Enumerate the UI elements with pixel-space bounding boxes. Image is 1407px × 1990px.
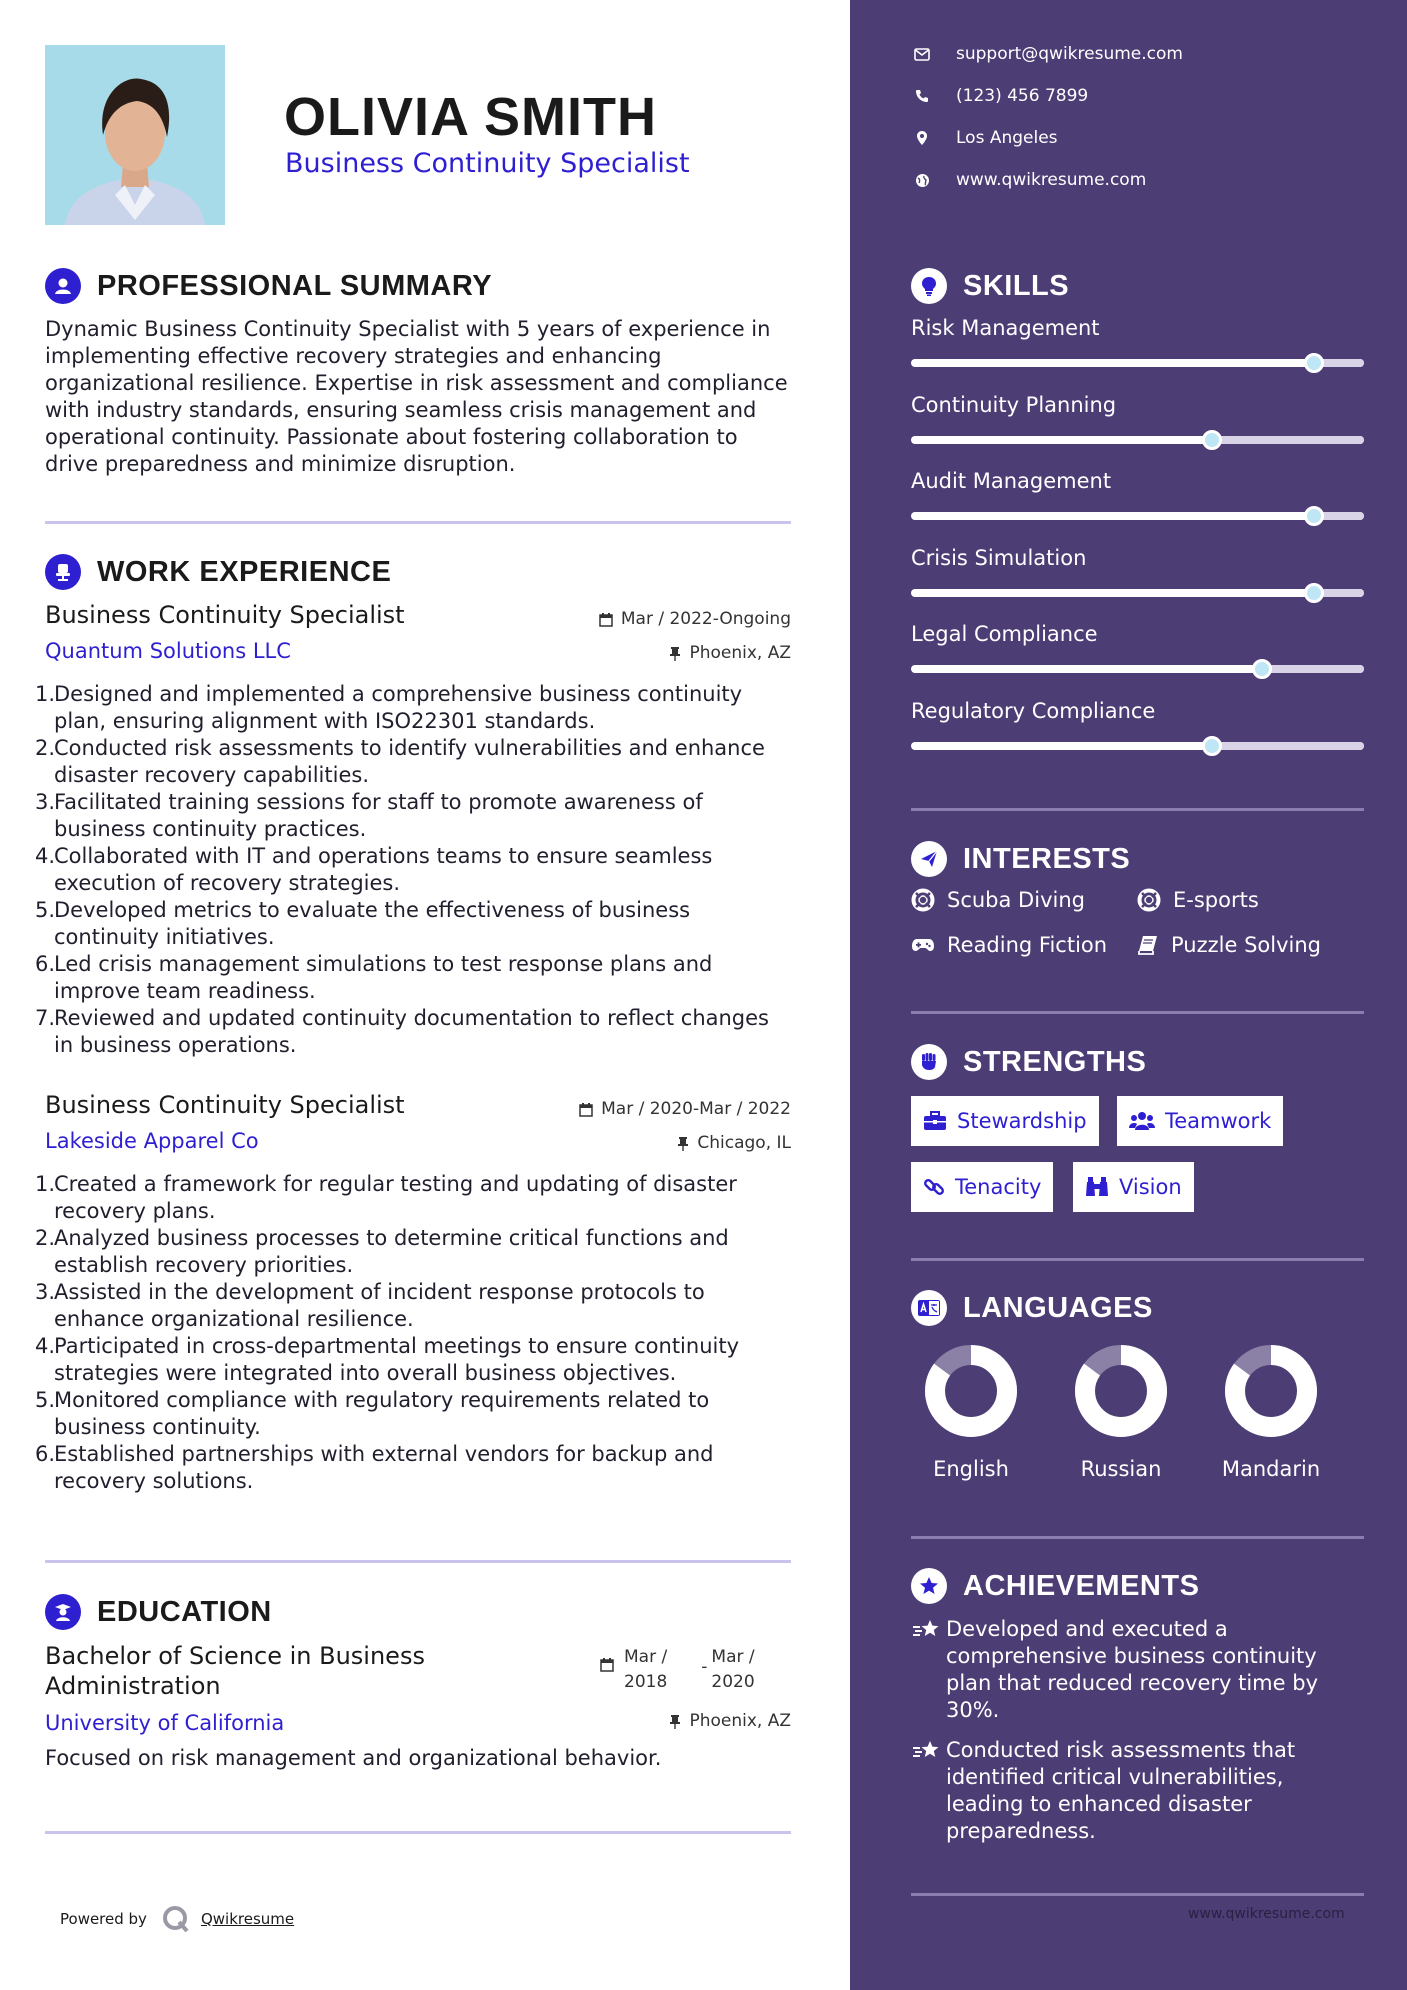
contact-location-text: Los Angeles [956,128,1058,148]
divider [911,1258,1364,1261]
skills-header [911,268,1069,304]
degree [45,1641,425,1701]
list-text: strategies were integrated into overall business objectives. [54,1361,677,1385]
contact-phone-text: (123) 456 7899 [956,86,1089,106]
list-item [35,897,815,951]
list-number: 3. [35,1280,56,1304]
contact-website[interactable] [911,170,1146,190]
strength-label: Tenacity [955,1175,1042,1199]
list-text: Monitored compliance with regulatory requirements related to [54,1388,710,1412]
languages-heading: LANGUAGES [963,1291,1153,1324]
list-item [35,1441,815,1495]
skill-level-knob [1304,353,1324,373]
summary-header [45,268,492,304]
contact-location [911,128,1058,148]
powered-by [60,1904,294,1934]
list-number: 1. [35,1172,56,1196]
skill-label: Risk Management [911,316,1100,340]
skill-bar-remainder [1262,665,1364,673]
strength-chip [911,1096,1099,1146]
profile-photo [45,45,225,225]
achievement-line: Conducted risk assessments that [946,1738,1296,1762]
skill-bar [911,512,1364,520]
interest-item [1137,888,1259,912]
achievement-line: leading to enhanced disaster [946,1792,1252,1816]
language-icon [911,1290,947,1326]
list-number: 5. [35,1388,56,1412]
strength-chip [1073,1162,1194,1212]
divider [911,808,1364,811]
pin-icon [677,1136,689,1151]
list-number: 5. [35,898,56,922]
job-title: Business Continuity Specialist [45,601,405,629]
language-item [1211,1343,1331,1481]
list-text: enhance organizational resilience. [54,1307,414,1331]
calendar-icon [579,1102,593,1117]
gamepad-icon [911,936,935,954]
user-icon [45,268,81,304]
lifebuoy-icon [911,888,935,912]
skill-label: Audit Management [911,469,1112,493]
list-text: plan, ensuring alignment with ISO22301 standards. [54,709,596,733]
powered-by-text: Powered by [60,1910,147,1928]
fist-icon [911,1044,947,1080]
lifebuoy-icon [1137,888,1161,912]
summary-line: organizational resilience. Expertise in risk assessment and compliance [45,371,788,395]
language-item [911,1343,1031,1481]
graduate-icon [45,1594,81,1630]
calendar-icon [600,1657,614,1672]
briefcase-icon [923,1111,947,1131]
language-item [1061,1343,1181,1481]
list-item [35,1387,815,1441]
job-dates [540,1099,791,1119]
strength-chip [1117,1096,1283,1146]
job-location-text: Chicago, IL [697,1133,791,1153]
list-number: 2. [35,1226,56,1250]
edu-end-month: Mar / [711,1647,755,1667]
summary-line: operational continuity. Passionate about fostering collaboration to [45,425,738,449]
phone-icon [911,89,933,103]
list-text: execution of recovery strategies. [54,871,401,895]
list-text: Created a framework for regular testing and updating of disaster [54,1172,737,1196]
skill-level-knob [1304,583,1324,603]
list-text: Analyzed business processes to determine critical functions and [54,1226,729,1250]
job-company: Quantum Solutions LLC [45,639,291,663]
list-text: recovery plans. [54,1199,216,1223]
job-dates-text: Mar / 2022-Ongoing [620,609,791,629]
experience-heading: WORK EXPERIENCE [97,555,392,588]
candidate-title: Business Continuity Specialist [285,148,690,179]
achievement-item [911,1737,1351,1845]
strength-label: Vision [1119,1175,1182,1199]
summary-line: with industry standards, ensuring seamless crisis management and [45,398,757,422]
achievement-line: preparedness. [946,1819,1096,1843]
list-item [35,1005,815,1059]
education-dates [600,1645,755,1695]
divider [45,1831,791,1834]
list-text: Developed metrics to evaluate the effectiveness of business [54,898,691,922]
list-item [35,681,815,735]
list-number: 1. [35,682,56,706]
binoculars-icon [1085,1176,1109,1198]
list-item [35,1333,815,1387]
language-ring [1223,1343,1319,1439]
list-item [35,1171,815,1225]
strength-label: Teamwork [1165,1109,1272,1133]
interests-header [911,841,1130,877]
candidate-name: OLIVIA SMITH [284,87,657,147]
skill-label: Continuity Planning [911,392,1117,417]
interest-label: Puzzle Solving [1171,933,1321,957]
skill-level-knob [1202,736,1222,756]
job-location-text: Phoenix, AZ [689,643,791,663]
divider [45,1560,791,1563]
list-item [35,1225,815,1279]
contact-email-text: support@qwikresume.com [956,44,1183,64]
list-text: recovery solutions. [54,1469,254,1493]
list-text: Reviewed and updated continuity documentation to reflect changes [54,1006,769,1030]
job-duties [35,681,815,1059]
list-text: business continuity practices. [54,817,367,841]
skill-bar [911,589,1364,597]
list-text: in business operations. [54,1033,297,1057]
achievement-line: identified critical vulnerabilities, [946,1765,1284,1789]
achievement-line: plan that reduced recovery time by [946,1671,1318,1695]
interest-item [1137,933,1321,957]
skill-label: Regulatory Compliance [911,698,1156,723]
achievements-header [911,1568,1199,1604]
strength-chip [911,1162,1053,1212]
link-icon [923,1176,945,1198]
list-number: 6. [35,952,56,976]
skill-level-knob [1304,506,1324,526]
list-number: 3. [35,790,56,814]
interest-item [911,933,1107,957]
list-text: Established partnerships with external vendors for backup and [54,1442,714,1466]
list-item [35,951,815,1005]
qwikresume-link[interactable]: Qwikresume [200,1910,295,1928]
interest-item [911,888,1085,912]
skill-bar [911,665,1364,673]
qwikresume-logo-icon [161,1904,191,1934]
shooting-star-icon [911,1737,946,1845]
summary-line: drive preparedness and minimize disruption. [45,452,516,476]
achievement-item [911,1616,1351,1724]
achievement-line: Developed and executed a [946,1617,1228,1641]
edu-start [624,1645,667,1695]
list-text: Facilitated training sessions for staff to promote awareness of [54,790,703,814]
summary-line: implementing effective recovery strategies and enhancing [45,344,662,368]
skills-heading: SKILLS [963,269,1070,302]
edu-end [711,1645,754,1695]
interests-heading: INTERESTS [963,842,1131,875]
paper-plane-icon [911,841,947,877]
contact-email[interactable] [911,44,1183,64]
list-text: Led crisis management simulations to test response plans and [54,952,713,976]
strengths-header [911,1044,1146,1080]
skill-label: Crisis Simulation [911,545,1087,570]
job-location [560,643,791,663]
list-number: 7. [35,1006,56,1030]
achievements-heading: ACHIEVEMENTS [963,1569,1200,1602]
education-location [560,1711,791,1731]
interest-label: E-sports [1173,888,1259,912]
book-icon [1137,935,1159,955]
education-heading: EDUCATION [97,1595,272,1628]
interest-label: Scuba Diving [947,888,1085,912]
language-label: English [933,1457,1009,1481]
language-ring [1073,1343,1169,1439]
achievement-line: comprehensive business continuity [946,1644,1317,1668]
chair-icon [45,554,81,590]
pin-icon [669,1714,681,1729]
interest-label: Reading Fiction [947,933,1108,957]
shooting-star-icon [911,1616,946,1724]
divider [45,521,791,524]
job-company: Lakeside Apparel Co [45,1129,259,1153]
list-text: Assisted in the development of incident response protocols to [54,1280,705,1304]
list-text: continuity initiatives. [54,925,275,949]
edu-start-month: Mar / [624,1647,668,1667]
list-number: 4. [35,1334,56,1358]
envelope-icon [911,48,933,61]
calendar-icon [599,612,613,627]
summary-line: Dynamic Business Continuity Specialist with 5 years of experience in [45,317,771,341]
strengths-heading: STRENGTHS [963,1045,1147,1078]
edu-dash: - [701,1657,708,1677]
job-title: Business Continuity Specialist [45,1091,405,1119]
star-badge-icon [911,1568,947,1604]
education-location-text: Phoenix, AZ [689,1711,791,1731]
skill-bar-remainder [1212,436,1364,444]
education-note: Focused on risk management and organizational behavior. [45,1746,662,1770]
school: University of California [45,1711,285,1735]
job-dates-text: Mar / 2020-Mar / 2022 [601,1099,791,1119]
list-text: improve team readiness. [54,979,316,1003]
job-dates [560,609,791,629]
strength-label: Stewardship [957,1109,1087,1133]
skill-bar [911,742,1364,750]
skill-level-knob [1202,430,1222,450]
list-text: business continuity. [54,1415,261,1439]
list-text: Designed and implemented a comprehensive business continuity [54,682,743,706]
pin-icon [669,646,681,661]
list-number: 4. [35,844,56,868]
list-text: Participated in cross-departmental meetings to ensure continuity [54,1334,740,1358]
edu-start-year: 2018 [624,1672,668,1692]
languages-header [911,1290,1153,1326]
experience-header [45,554,391,590]
divider [911,1893,1364,1896]
summary-heading: PROFESSIONAL SUMMARY [97,269,493,302]
skill-label: Legal Compliance [911,622,1098,646]
divider [911,1011,1364,1014]
list-number: 2. [35,736,56,760]
contact-phone[interactable] [911,86,1088,106]
lightbulb-icon [911,268,947,304]
language-ring [923,1343,1019,1439]
language-label: Russian [1080,1457,1162,1481]
skill-bar-remainder [1212,742,1364,750]
edu-end-year: 2020 [711,1672,755,1692]
list-item [35,735,815,789]
footer-url[interactable]: www.qwikresume.com [1188,1906,1345,1922]
contact-website-text: www.qwikresume.com [956,170,1147,190]
degree-line: Administration [45,1672,221,1700]
language-label: Mandarin [1221,1457,1321,1481]
list-text: Conducted risk assessments to identify vulnerabilities and enhance [54,736,765,760]
job-location [560,1133,791,1153]
list-text: Collaborated with IT and operations teams to ensure seamless [54,844,713,868]
list-number: 6. [35,1442,56,1466]
list-item [35,789,815,843]
achievement-line: 30%. [946,1698,1000,1722]
degree-line: Bachelor of Science in Business [45,1642,425,1670]
list-text: disaster recovery capabilities. [54,763,369,787]
list-item [35,843,815,897]
skill-bar [911,436,1364,444]
location-icon [911,130,933,146]
list-text: establish recovery priorities. [54,1253,354,1277]
job-duties [35,1171,815,1495]
skill-bar [911,359,1364,367]
divider [911,1536,1364,1539]
summary-text [45,316,805,478]
list-item [35,1279,815,1333]
users-icon [1129,1111,1155,1131]
globe-icon [911,173,933,188]
education-header [45,1594,272,1630]
skill-level-knob [1252,659,1272,679]
